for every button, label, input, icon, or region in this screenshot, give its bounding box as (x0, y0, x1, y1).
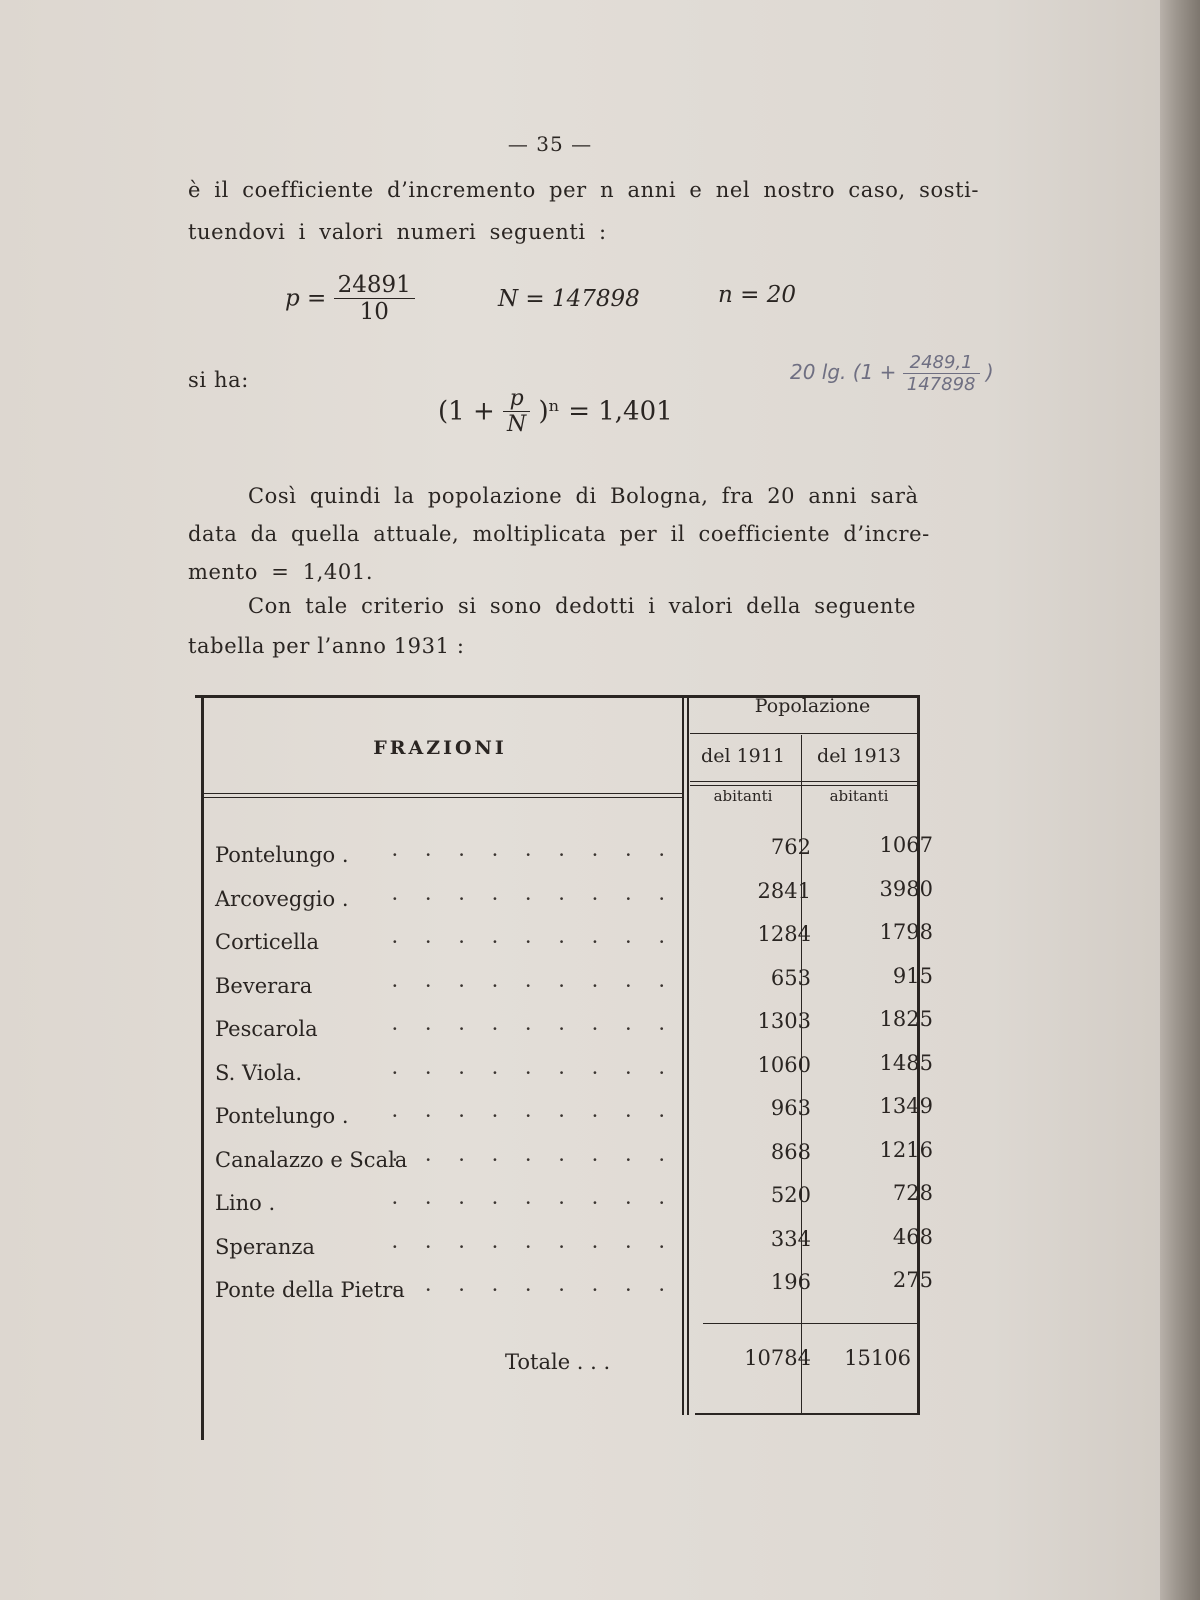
row-name: Arcoveggio . (215, 886, 349, 911)
row-value-1911: 520 (770, 1183, 811, 1207)
para1-line-2: data da quella attuale, moltiplicata per il coefficiente d’incre- (188, 522, 930, 546)
table-row (215, 920, 935, 974)
row-value-1911: 963 (770, 1096, 811, 1120)
row-value-1911: 1060 (757, 1052, 811, 1077)
leader-dots: · · · · · · · · · (391, 1191, 675, 1215)
row-name: Ponte della Pietra (215, 1278, 405, 1302)
popolazione-underline (690, 733, 917, 734)
growth-fraction (503, 386, 530, 437)
leader-dots: · · · · · · · · · (391, 886, 675, 911)
total-1911: 10784 (744, 1346, 811, 1370)
formula-N: N = 147898 (498, 286, 640, 312)
row-value-1913: 3980 (879, 876, 933, 901)
row-name: Pontelungo . (215, 1104, 349, 1128)
row-value-1913: 728 (892, 1181, 933, 1205)
formula-p-fraction (334, 272, 415, 325)
leader-dots: · · · · · · · · · (391, 1060, 675, 1085)
row-value-1911: 653 (770, 965, 811, 990)
table-row (215, 1007, 935, 1061)
row-value-1911: 1284 (757, 922, 811, 946)
growth-right: )ⁿ = 1,401 (538, 396, 673, 427)
table-row (215, 876, 935, 931)
note-fraction (903, 352, 980, 395)
table-row (215, 963, 935, 1018)
row-value-1913: 1825 (879, 1007, 933, 1031)
table-row (215, 1050, 935, 1105)
header-popolazione: Popolazione (754, 695, 871, 717)
row-value-1913: 468 (892, 1224, 933, 1249)
row-value-1911: 196 (770, 1270, 811, 1294)
formula-p-denominator: 10 (359, 299, 389, 325)
row-name: Beverara (215, 973, 313, 998)
row-value-1913: 275 (892, 1268, 933, 1292)
note-suffix: ) (985, 360, 994, 384)
text-si-ha: si ha: (188, 368, 249, 392)
row-value-1913: 1216 (879, 1137, 933, 1162)
note-numerator: 2489,1 (903, 352, 980, 374)
table-row (215, 1268, 935, 1322)
text-line-1: è il coefficiente d’incremento per n anni e nel nostro caso, sosti- (188, 178, 980, 202)
page-number: — 35 — (507, 132, 593, 156)
row-value-1913: 1798 (879, 920, 933, 944)
total-1913: 15106 (844, 1346, 911, 1370)
leader-dots: · · · · · · · · · (391, 843, 675, 867)
row-name: Canalazzo e Scala (215, 1147, 408, 1172)
row-value-1911: 762 (770, 835, 811, 859)
leader-dots: · · · · · · · · · (391, 1147, 675, 1172)
table-left-rule (201, 695, 204, 1440)
handwritten-note (790, 352, 994, 395)
table-bottom-rule (695, 1413, 917, 1415)
header-frazioni: FRAZIONI (373, 737, 507, 759)
row-name: Corticella (215, 930, 320, 954)
header-rule-b (203, 797, 683, 798)
row-value-1913: 1349 (879, 1094, 933, 1118)
para1-line-1: Così quindi la popolazione di Bologna, fra 20 anni sarà (248, 484, 919, 508)
unit-1911: abitanti (713, 787, 773, 805)
leader-dots: · · · · · · · · · (391, 1278, 675, 1302)
text-line-2: tuendovi i valori numeri seguenti : (188, 220, 607, 244)
row-value-1911: 1303 (757, 1009, 811, 1033)
row-value-1911: 868 (770, 1139, 811, 1164)
growth-numerator: p (503, 386, 530, 412)
leader-dots: · · · · · · · · · (391, 973, 675, 998)
row-name: Pontelungo . (215, 843, 349, 867)
row-value-1911: 2841 (757, 878, 811, 903)
table-row (215, 833, 935, 887)
table-row (215, 1181, 935, 1235)
header-del-1913: del 1913 (817, 745, 901, 767)
unit-1913: abitanti (829, 787, 889, 805)
row-value-1913: 1485 (879, 1050, 933, 1075)
formula-n: n = 20 (718, 282, 796, 308)
growth-left: (1 + (438, 396, 495, 427)
row-name: Lino . (215, 1191, 276, 1215)
page-edge (1160, 0, 1200, 1600)
subheader-rule-b (690, 785, 917, 786)
para2-line-2: tabella per l’anno 1931 : (188, 634, 465, 658)
leader-dots: · · · · · · · · · (391, 1234, 675, 1259)
total-rule (703, 1323, 917, 1324)
table-row (215, 1137, 935, 1192)
row-name: Pescarola (215, 1017, 318, 1041)
population-table (195, 695, 935, 1445)
formula-p-label: p = (285, 285, 327, 312)
note-denominator: 147898 (906, 374, 976, 395)
row-value-1913: 1067 (879, 833, 933, 857)
row-name: Speranza (215, 1234, 315, 1259)
table-row (215, 1094, 935, 1148)
leader-dots: · · · · · · · · · (391, 930, 675, 954)
header-del-1911: del 1911 (701, 745, 785, 767)
formula-growth (438, 386, 673, 437)
growth-denominator: N (507, 412, 527, 437)
row-value-1911: 334 (770, 1226, 811, 1251)
para1-line-3: mento = 1,401. (188, 560, 374, 584)
leader-dots: · · · · · · · · · (391, 1017, 675, 1041)
subheader-rule-a (690, 781, 917, 782)
note-prefix: 20 lg. (1 + (790, 360, 897, 384)
row-value-1913: 915 (892, 963, 933, 988)
formula-p-numerator: 24891 (334, 272, 415, 299)
para2-line-1: Con tale criterio si sono dedotti i valori della seguente (248, 594, 917, 618)
leader-dots: · · · · · · · · · (391, 1104, 675, 1128)
row-name: S. Viola. (215, 1060, 303, 1085)
table-row (215, 1224, 935, 1279)
total-label: Totale . . . (505, 1350, 611, 1374)
formula-p (285, 272, 415, 325)
header-rule-a (203, 793, 683, 794)
